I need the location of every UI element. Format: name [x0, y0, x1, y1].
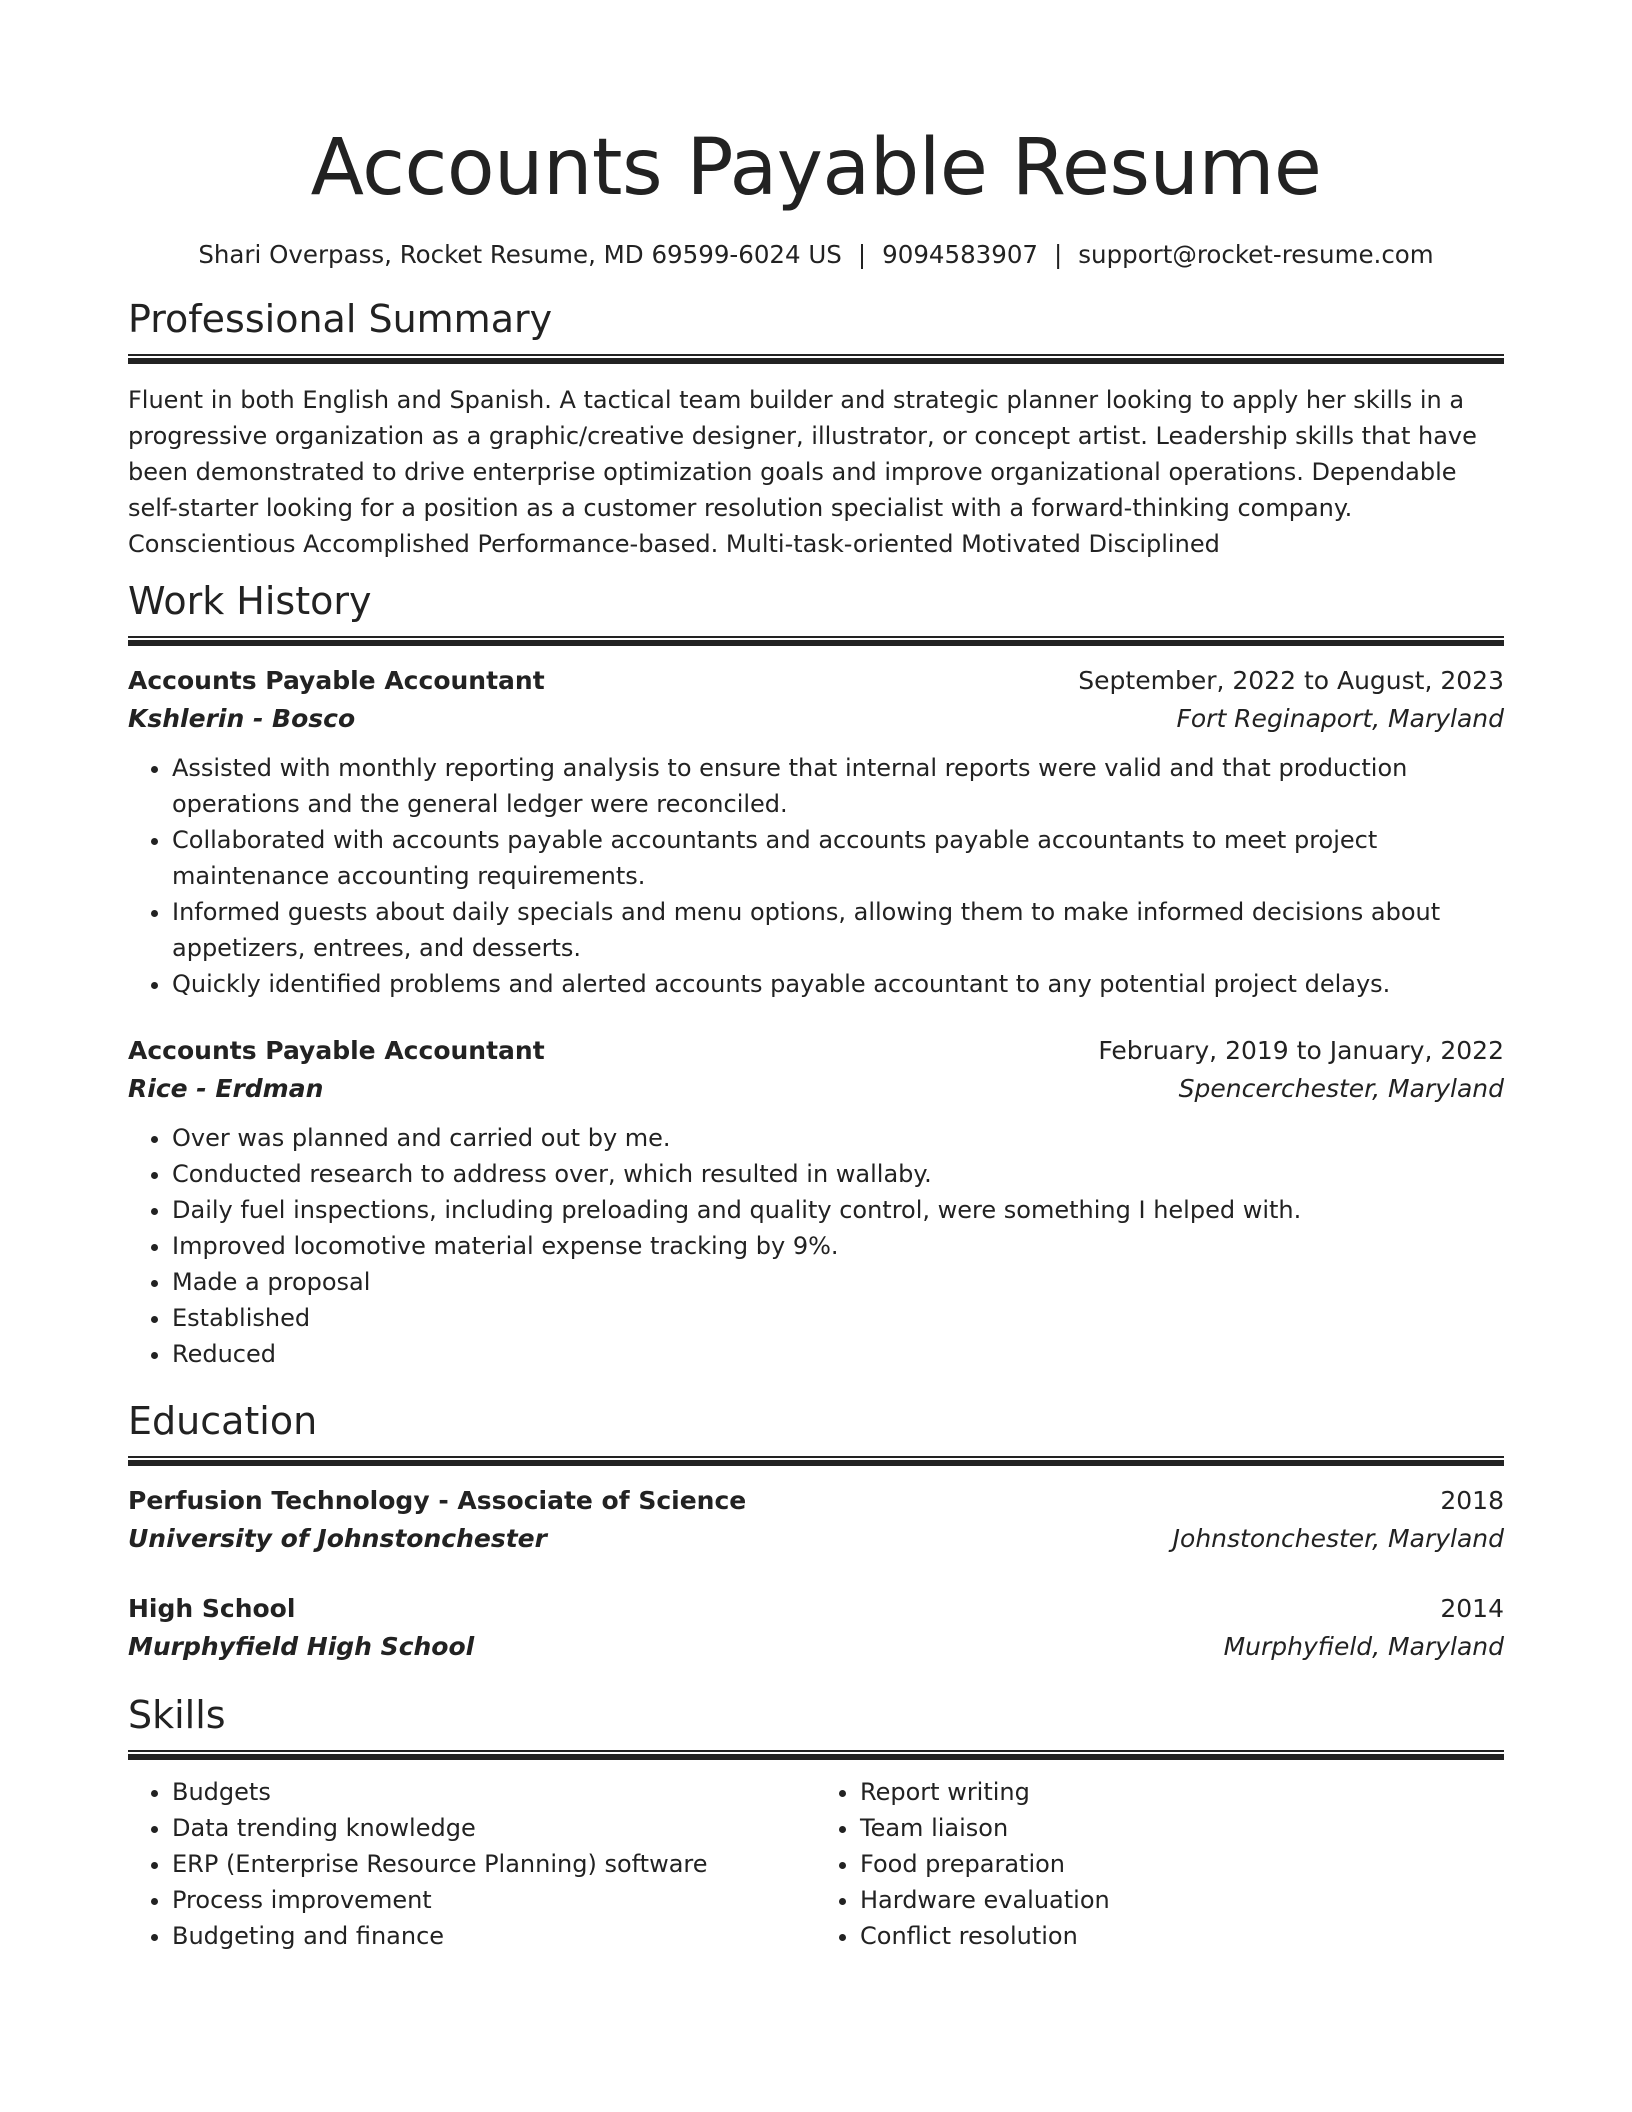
skill-item: • Report writing: [860, 1774, 1504, 1810]
education-entry: [128, 1590, 1504, 1666]
education-location: Murphyfield, Maryland: [1223, 1632, 1504, 1661]
education-header: [128, 1482, 1504, 1520]
skill-item: • Process improvement: [172, 1882, 816, 1918]
skill-item: • Budgeting and finance: [172, 1918, 816, 1954]
list-item: • Quickly identified problems and alerted accounts payable accountant to any potential project delays.: [172, 966, 1504, 1002]
section-divider: [128, 1456, 1504, 1466]
job-entry: [128, 662, 1504, 1002]
job-company: Kshlerin - Bosco: [128, 704, 356, 733]
section-divider: [128, 354, 1504, 364]
job-dates: September, 2022 to August, 2023: [1078, 666, 1504, 695]
job-entry: [128, 1032, 1504, 1372]
skills-columns: [128, 1774, 1504, 1954]
job-bullets: [128, 750, 1504, 1002]
job-location: Spencerchester, Maryland: [1178, 1074, 1504, 1103]
education-degree: Perfusion Technology - Associate of Science: [128, 1486, 747, 1515]
summary-text: Fluent in both English and Spanish. A tactical team builder and strategic planner looking to apply her skills in a progressive organization as a graphic/creative designer, illustrator, or concept artist. Leadership skills that have been demonstrated to drive enterprise optimization goals and improve organizational operations. Dependable self-starter looking for a position as a customer resolution specialist with a forward-thinking company. Conscientious Accomplished Performance-based. Multi-task-oriented Motivated Disciplined: [128, 386, 1477, 558]
section-heading: Work History: [128, 579, 372, 623]
education-school: Murphyfield High School: [128, 1632, 475, 1661]
list-item: • Reduced: [172, 1336, 1504, 1372]
section-divider: [128, 636, 1504, 646]
job-subheader: [128, 1070, 1504, 1108]
education-school: University of Johnstonchester: [128, 1524, 547, 1553]
education-subheader: [128, 1520, 1504, 1558]
job-header: [128, 662, 1504, 700]
section-heading: Professional Summary: [128, 297, 553, 341]
job-header: [128, 1032, 1504, 1070]
summary-section: [128, 296, 1504, 562]
job-title: Accounts Payable Accountant: [128, 1036, 545, 1065]
list-item: • Made a proposal: [172, 1264, 1504, 1300]
work-history-section: [128, 578, 1504, 1372]
skill-item: • Data trending knowledge: [172, 1810, 816, 1846]
education-entry: [128, 1482, 1504, 1558]
list-item: • Over was planned and carried out by me.: [172, 1120, 1504, 1156]
skills-left-list: [128, 1774, 816, 1954]
list-item: • Collaborated with accounts payable accountants and accounts payable accountants to meet project maintenance accounting requirements.: [172, 822, 1504, 894]
list-item: • Conducted research to address over, which resulted in wallaby.: [172, 1156, 1504, 1192]
contact-separator: |: [857, 240, 867, 269]
contact-separator: |: [1054, 240, 1063, 269]
list-item: • Informed guests about daily specials and menu options, allowing them to make informed decisions about appetizers, entrees, and desserts.: [172, 894, 1504, 966]
education-header: [128, 1590, 1504, 1628]
job-bullets: [128, 1120, 1504, 1372]
job-title: Accounts Payable Accountant: [128, 666, 545, 695]
list-item: • Assisted with monthly reporting analysis to ensure that internal reports were valid and that production operations and the general ledger were reconciled.: [172, 750, 1504, 822]
contact-phone: 9094583907: [882, 240, 1039, 269]
skills-section: [128, 1692, 1504, 1954]
contact-email: support@rocket-resume.com: [1078, 240, 1434, 269]
education-location: Johnstonchester, Maryland: [1172, 1524, 1504, 1553]
skills-right-list: [816, 1774, 1504, 1954]
skill-item: • Team liaison: [860, 1810, 1504, 1846]
skill-item: • Food preparation: [860, 1846, 1504, 1882]
education-year: 2014: [1440, 1594, 1504, 1623]
skill-item: • ERP (Enterprise Resource Planning) software: [172, 1846, 816, 1882]
list-item: • Daily fuel inspections, including preloading and quality control, were something I helped with.: [172, 1192, 1504, 1228]
skill-item: • Budgets: [172, 1774, 816, 1810]
list-item: • Improved locomotive material expense tracking by 9%.: [172, 1228, 1504, 1264]
education-degree: High School: [128, 1594, 296, 1623]
job-subheader: [128, 700, 1504, 738]
skill-item: • Conflict resolution: [860, 1918, 1504, 1954]
job-dates: February, 2019 to January, 2022: [1098, 1036, 1504, 1065]
page-title: Accounts Payable Resume: [310, 123, 1322, 213]
skill-item: • Hardware evaluation: [860, 1882, 1504, 1918]
education-subheader: [128, 1628, 1504, 1666]
education-year: 2018: [1440, 1486, 1504, 1515]
job-company: Rice - Erdman: [128, 1074, 324, 1103]
section-heading: Skills: [128, 1693, 226, 1737]
list-item: • Established: [172, 1300, 1504, 1336]
section-heading: Education: [128, 1399, 318, 1443]
section-divider: [128, 1750, 1504, 1760]
contact-address: Shari Overpass, Rocket Resume, MD 69599-6024 US: [198, 240, 842, 269]
job-location: Fort Reginaport, Maryland: [1176, 704, 1504, 733]
contact-line: [128, 238, 1504, 272]
education-section: [128, 1398, 1504, 1666]
